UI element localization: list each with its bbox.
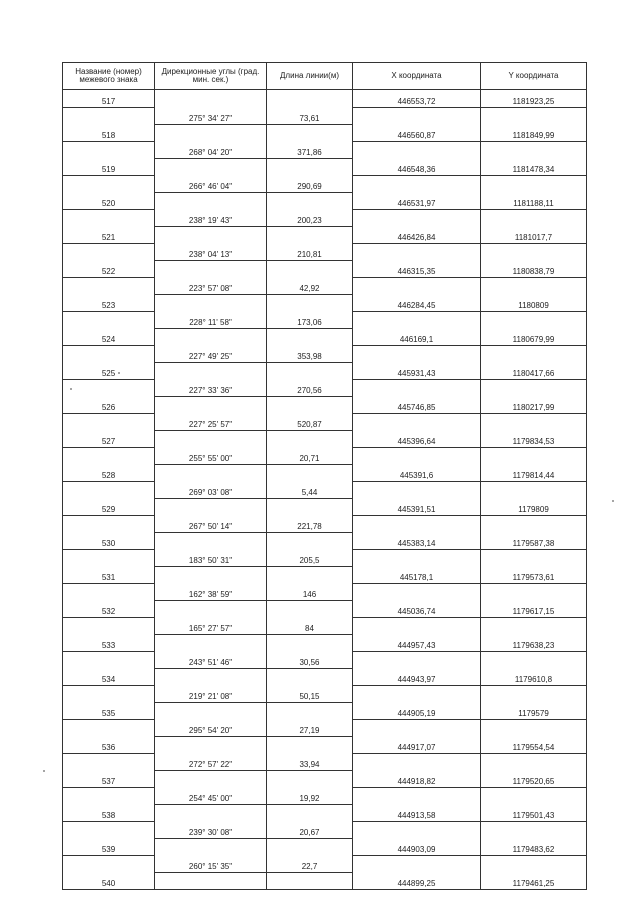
boundary-coordinates-table [62, 62, 587, 890]
marker-name: 522 [63, 260, 155, 277]
empty-cell [267, 90, 353, 108]
x-coordinate: 446548,36 [353, 158, 481, 175]
marker-name: 540 [63, 872, 155, 889]
empty-cell [63, 515, 155, 532]
marker-name: 527 [63, 430, 155, 447]
empty-cell [481, 821, 587, 838]
empty-cell [481, 583, 587, 600]
empty-cell [155, 872, 267, 889]
marker-row [63, 532, 587, 549]
direction-angle: 165° 27' 57" [155, 617, 267, 634]
y-coordinate: 1179461,25 [481, 872, 587, 889]
direction-angle: 243° 51' 46" [155, 651, 267, 668]
header-marker-name: Название (номер) межевого знака [63, 63, 155, 90]
scan-speck [612, 500, 614, 502]
direction-angle: 162° 38' 59" [155, 583, 267, 600]
line-length: 19,92 [267, 787, 353, 804]
empty-cell [481, 753, 587, 770]
empty-cell [353, 821, 481, 838]
empty-cell [155, 566, 267, 583]
y-coordinate: 1179573,61 [481, 566, 587, 583]
empty-cell [353, 787, 481, 804]
empty-cell [155, 260, 267, 277]
header-x-coordinate: X координата [353, 63, 481, 90]
empty-cell [481, 481, 587, 498]
y-coordinate: 1179579 [481, 702, 587, 719]
empty-cell [353, 107, 481, 124]
empty-cell [353, 617, 481, 634]
direction-angle: 295° 54' 20" [155, 719, 267, 736]
empty-cell [481, 685, 587, 702]
marker-name: 530 [63, 532, 155, 549]
empty-cell [63, 379, 155, 396]
marker-row [63, 90, 587, 108]
marker-row [63, 566, 587, 583]
empty-cell [481, 413, 587, 430]
marker-row [63, 260, 587, 277]
line-row [63, 855, 587, 872]
y-coordinate: 1179587,38 [481, 532, 587, 549]
y-coordinate: 1179814,44 [481, 464, 587, 481]
marker-row [63, 600, 587, 617]
line-row [63, 719, 587, 736]
direction-angle: 275° 34' 27" [155, 107, 267, 124]
x-coordinate: 445391,6 [353, 464, 481, 481]
empty-cell [353, 413, 481, 430]
empty-cell [353, 345, 481, 362]
empty-cell [481, 311, 587, 328]
y-coordinate: 1180679,99 [481, 328, 587, 345]
empty-cell [267, 260, 353, 277]
empty-cell [155, 838, 267, 855]
y-coordinate: 1180838,79 [481, 260, 587, 277]
marker-name: 526 [63, 396, 155, 413]
x-coordinate: 445931,43 [353, 362, 481, 379]
line-row [63, 413, 587, 430]
y-coordinate: 1180417,66 [481, 362, 587, 379]
marker-name: 537 [63, 770, 155, 787]
marker-name: 523 [63, 294, 155, 311]
empty-cell [481, 107, 587, 124]
marker-row [63, 294, 587, 311]
marker-name: 519 [63, 158, 155, 175]
empty-cell [267, 158, 353, 175]
x-coordinate: 446284,45 [353, 294, 481, 311]
direction-angle: 239° 30' 08" [155, 821, 267, 838]
empty-cell [63, 753, 155, 770]
marker-name: 517 [63, 90, 155, 108]
empty-cell [267, 736, 353, 753]
direction-angle: 238° 04' 13" [155, 243, 267, 260]
empty-cell [481, 617, 587, 634]
empty-cell [481, 175, 587, 192]
y-coordinate: 1180217,99 [481, 396, 587, 413]
line-row [63, 481, 587, 498]
header-direction-angle: Дирекционные углы (град. мин. сек.) [155, 63, 267, 90]
line-row [63, 685, 587, 702]
empty-cell [267, 498, 353, 515]
line-row [63, 549, 587, 566]
marker-name: 536 [63, 736, 155, 753]
line-length: 73,61 [267, 107, 353, 124]
marker-name: 528 [63, 464, 155, 481]
header-line-length: Длина линии(м) [267, 63, 353, 90]
empty-cell [155, 532, 267, 549]
line-row [63, 651, 587, 668]
table-header [63, 63, 587, 90]
marker-row [63, 838, 587, 855]
line-row [63, 141, 587, 158]
empty-cell [267, 566, 353, 583]
marker-row [63, 770, 587, 787]
marker-row [63, 464, 587, 481]
empty-cell [155, 634, 267, 651]
empty-cell [353, 753, 481, 770]
x-coordinate: 445178,1 [353, 566, 481, 583]
line-length: 22,7 [267, 855, 353, 872]
empty-cell [155, 702, 267, 719]
marker-name: 531 [63, 566, 155, 583]
marker-row [63, 736, 587, 753]
empty-cell [481, 345, 587, 362]
y-coordinate: 1179617,15 [481, 600, 587, 617]
marker-name: 520 [63, 192, 155, 209]
empty-cell [155, 124, 267, 141]
empty-cell [353, 141, 481, 158]
empty-cell [267, 838, 353, 855]
line-row [63, 107, 587, 124]
empty-cell [481, 447, 587, 464]
marker-name: 524 [63, 328, 155, 345]
marker-row [63, 702, 587, 719]
table-body [63, 90, 587, 890]
y-coordinate: 1179520,65 [481, 770, 587, 787]
line-row [63, 753, 587, 770]
direction-angle: 268° 04' 20" [155, 141, 267, 158]
empty-cell [267, 804, 353, 821]
line-row [63, 277, 587, 294]
empty-cell [267, 192, 353, 209]
y-coordinate: 1179809 [481, 498, 587, 515]
x-coordinate: 446426,84 [353, 226, 481, 243]
empty-cell [63, 719, 155, 736]
y-coordinate: 1181017,7 [481, 226, 587, 243]
empty-cell [481, 549, 587, 566]
empty-cell [267, 634, 353, 651]
marker-row [63, 396, 587, 413]
direction-angle: 266° 46' 04" [155, 175, 267, 192]
direction-angle: 260° 15' 35" [155, 855, 267, 872]
line-length: 30,56 [267, 651, 353, 668]
empty-cell [63, 107, 155, 124]
y-coordinate: 1179554,54 [481, 736, 587, 753]
empty-cell [63, 243, 155, 260]
x-coordinate: 446531,97 [353, 192, 481, 209]
line-length: 371,86 [267, 141, 353, 158]
empty-cell [267, 396, 353, 413]
direction-angle: 227° 25' 57" [155, 413, 267, 430]
empty-cell [267, 702, 353, 719]
empty-cell [63, 141, 155, 158]
empty-cell [63, 821, 155, 838]
empty-cell [481, 379, 587, 396]
direction-angle: 223° 57' 08" [155, 277, 267, 294]
marker-name: 539 [63, 838, 155, 855]
empty-cell [155, 736, 267, 753]
empty-cell [155, 226, 267, 243]
direction-angle: 272° 57' 22" [155, 753, 267, 770]
empty-cell [481, 651, 587, 668]
empty-cell [63, 583, 155, 600]
y-coordinate: 1181478,34 [481, 158, 587, 175]
empty-cell [155, 294, 267, 311]
empty-cell [267, 532, 353, 549]
y-coordinate: 1181849,99 [481, 124, 587, 141]
line-length: 210,81 [267, 243, 353, 260]
empty-cell [155, 464, 267, 481]
marker-row [63, 668, 587, 685]
empty-cell [481, 277, 587, 294]
x-coordinate: 444903,09 [353, 838, 481, 855]
empty-cell [481, 141, 587, 158]
empty-cell [155, 804, 267, 821]
marker-row [63, 362, 587, 379]
x-coordinate: 444905,19 [353, 702, 481, 719]
empty-cell [267, 600, 353, 617]
line-row [63, 345, 587, 362]
line-length: 146 [267, 583, 353, 600]
empty-cell [155, 770, 267, 787]
empty-cell [63, 685, 155, 702]
marker-name: 529 [63, 498, 155, 515]
empty-cell [63, 345, 155, 362]
line-length: 20,71 [267, 447, 353, 464]
y-coordinate: 1179834,53 [481, 430, 587, 447]
line-length: 84 [267, 617, 353, 634]
line-length: 20,67 [267, 821, 353, 838]
empty-cell [63, 413, 155, 430]
line-row [63, 379, 587, 396]
line-row [63, 311, 587, 328]
empty-cell [63, 787, 155, 804]
y-coordinate: 1179501,43 [481, 804, 587, 821]
direction-angle: 269° 03' 08" [155, 481, 267, 498]
empty-cell [155, 668, 267, 685]
empty-cell [267, 430, 353, 447]
empty-cell [353, 583, 481, 600]
line-row [63, 175, 587, 192]
marker-row [63, 804, 587, 821]
empty-cell [353, 549, 481, 566]
line-length: 205,5 [267, 549, 353, 566]
marker-name: 525 [63, 362, 155, 379]
line-length: 5,44 [267, 481, 353, 498]
direction-angle: 183° 50' 31" [155, 549, 267, 566]
empty-cell [481, 209, 587, 226]
line-length: 200,23 [267, 209, 353, 226]
line-length: 50,15 [267, 685, 353, 702]
empty-cell [353, 175, 481, 192]
line-row [63, 447, 587, 464]
marker-name: 534 [63, 668, 155, 685]
empty-cell [267, 294, 353, 311]
empty-cell [267, 328, 353, 345]
empty-cell [155, 158, 267, 175]
empty-cell [155, 362, 267, 379]
empty-cell [353, 243, 481, 260]
direction-angle: 228° 11' 58" [155, 311, 267, 328]
marker-name: 518 [63, 124, 155, 141]
empty-cell [353, 855, 481, 872]
y-coordinate: 1181188,11 [481, 192, 587, 209]
marker-name: 538 [63, 804, 155, 821]
direction-angle: 267° 50' 14" [155, 515, 267, 532]
x-coordinate: 445396,64 [353, 430, 481, 447]
marker-name: 535 [63, 702, 155, 719]
empty-cell [63, 447, 155, 464]
empty-cell [267, 872, 353, 889]
marker-row [63, 872, 587, 889]
line-length: 27,19 [267, 719, 353, 736]
y-coordinate: 1179638,23 [481, 634, 587, 651]
empty-cell [481, 719, 587, 736]
empty-cell [353, 515, 481, 532]
empty-cell [353, 447, 481, 464]
line-row [63, 821, 587, 838]
y-coordinate: 1179483,62 [481, 838, 587, 855]
scan-speck [43, 770, 45, 772]
empty-cell [267, 124, 353, 141]
line-row [63, 583, 587, 600]
direction-angle: 254° 45' 00" [155, 787, 267, 804]
y-coordinate: 1181923,25 [481, 90, 587, 108]
line-row [63, 243, 587, 260]
x-coordinate: 444917,07 [353, 736, 481, 753]
line-length: 270,56 [267, 379, 353, 396]
empty-cell [267, 226, 353, 243]
empty-cell [267, 770, 353, 787]
y-coordinate: 1179610,8 [481, 668, 587, 685]
x-coordinate: 444899,25 [353, 872, 481, 889]
line-length: 221,78 [267, 515, 353, 532]
empty-cell [353, 209, 481, 226]
line-length: 173,06 [267, 311, 353, 328]
x-coordinate: 445391,51 [353, 498, 481, 515]
empty-cell [353, 311, 481, 328]
empty-cell [353, 277, 481, 294]
marker-row [63, 192, 587, 209]
x-coordinate: 444913,58 [353, 804, 481, 821]
empty-cell [481, 855, 587, 872]
empty-cell [63, 617, 155, 634]
line-row [63, 617, 587, 634]
marker-row [63, 158, 587, 175]
empty-cell [155, 328, 267, 345]
empty-cell [353, 719, 481, 736]
direction-angle: 227° 49' 25" [155, 345, 267, 362]
marker-row [63, 328, 587, 345]
empty-cell [155, 498, 267, 515]
x-coordinate: 446553,72 [353, 90, 481, 108]
empty-cell [155, 430, 267, 447]
x-coordinate: 446560,87 [353, 124, 481, 141]
empty-cell [63, 311, 155, 328]
marker-name: 532 [63, 600, 155, 617]
empty-cell [353, 481, 481, 498]
x-coordinate: 445036,74 [353, 600, 481, 617]
marker-row [63, 226, 587, 243]
direction-angle: 238° 19' 43" [155, 209, 267, 226]
marker-name: 533 [63, 634, 155, 651]
empty-cell [267, 668, 353, 685]
marker-row [63, 498, 587, 515]
empty-cell [481, 787, 587, 804]
line-row [63, 515, 587, 532]
line-length: 42,92 [267, 277, 353, 294]
x-coordinate: 446169,1 [353, 328, 481, 345]
marker-row [63, 634, 587, 651]
empty-cell [481, 243, 587, 260]
y-coordinate: 1180809 [481, 294, 587, 311]
x-coordinate: 445383,14 [353, 532, 481, 549]
empty-cell [63, 651, 155, 668]
line-length: 290,69 [267, 175, 353, 192]
empty-cell [353, 379, 481, 396]
empty-cell [353, 651, 481, 668]
empty-cell [267, 464, 353, 481]
empty-cell [63, 549, 155, 566]
marker-row [63, 430, 587, 447]
direction-angle: 255° 55' 00" [155, 447, 267, 464]
x-coordinate: 444918,82 [353, 770, 481, 787]
empty-cell [63, 481, 155, 498]
empty-cell [155, 600, 267, 617]
empty-cell [155, 90, 267, 108]
empty-cell [155, 192, 267, 209]
empty-cell [63, 209, 155, 226]
marker-row [63, 124, 587, 141]
x-coordinate: 446315,35 [353, 260, 481, 277]
line-length: 353,98 [267, 345, 353, 362]
line-length: 520,87 [267, 413, 353, 430]
direction-angle: 227° 33' 36" [155, 379, 267, 396]
empty-cell [155, 396, 267, 413]
direction-angle: 219° 21' 08" [155, 685, 267, 702]
line-length: 33,94 [267, 753, 353, 770]
empty-cell [267, 362, 353, 379]
empty-cell [63, 175, 155, 192]
x-coordinate: 445746,85 [353, 396, 481, 413]
x-coordinate: 444943,97 [353, 668, 481, 685]
empty-cell [63, 855, 155, 872]
empty-cell [63, 277, 155, 294]
line-row [63, 787, 587, 804]
line-row [63, 209, 587, 226]
marker-name: 521 [63, 226, 155, 243]
empty-cell [481, 515, 587, 532]
x-coordinate: 444957,43 [353, 634, 481, 651]
header-y-coordinate: Y координата [481, 63, 587, 90]
empty-cell [353, 685, 481, 702]
